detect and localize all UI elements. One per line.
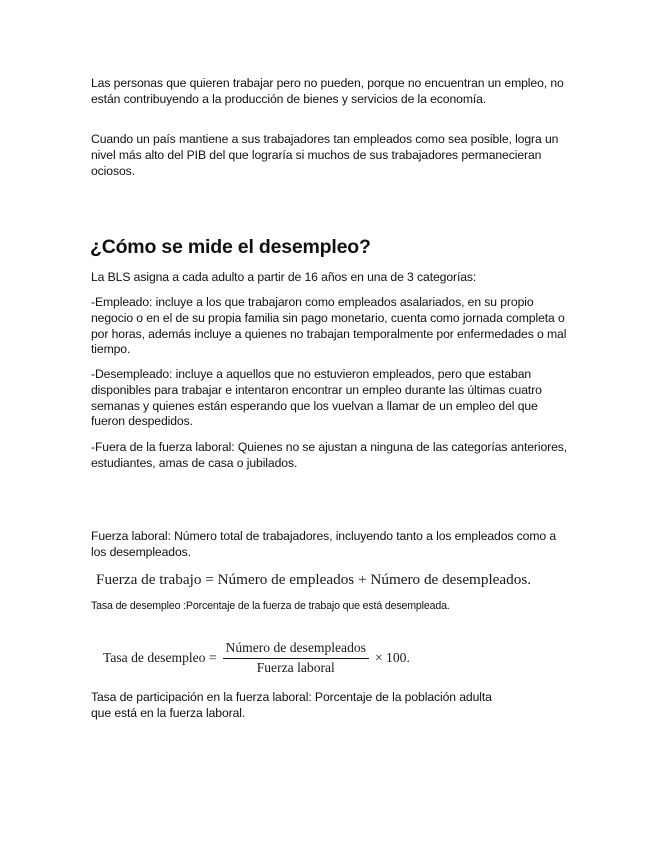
paragraph-empleado: -Empleado: incluye a los que trabajaron como empleados asalariados, en su propio negocio o en el de su propia familia sin pago monetario, cuenta como jornada completa o por horas, además incluye a quienes no trabajan temporalmente por enfermedades o mal tiempo.: [91, 295, 567, 357]
paragraph-fuerza-laboral: Fuerza laboral: Número total de trabajadores, incluyendo tanto a los empleados como a los desempleados.: [91, 529, 557, 559]
formula-lhs: Tasa de desempleo =: [103, 650, 217, 665]
paragraph-participacion: Tasa de participación en la fuerza laboral: Porcentaje de la población adulta que está en la fuerza laboral.: [91, 690, 492, 720]
formula-tasa-desempleo: [103, 640, 410, 676]
formula-fraction: [223, 640, 369, 676]
paragraph-pib: Cuando un país mantiene a sus trabajadores tan empleados como sea posible, logra un nivel más alto del PIB del que lograría si muchos de sus trabajadores permanecieran ociosos.: [91, 132, 559, 178]
formula-denominator: Fuerza laboral: [256, 660, 335, 675]
formula-numerator: Número de desempleados: [223, 640, 369, 659]
formula-rhs: × 100.: [374, 650, 410, 665]
definition-tasa-desempleo: Tasa de desempleo :Porcentaje de la fuerza de trabajo que está desempleada.: [91, 600, 450, 612]
paragraph-desempleado: -Desempleado: incluye a aquellos que no estuvieron empleados, pero que estaban disponibles para trabajar e intentaron encontrar un empleo durante las últimas cuatro semanas y quienes están esperando que los vuelvan a llamar de un empleo del que fueron despedidos.: [91, 367, 542, 429]
paragraph-categories: La BLS asigna a cada adulto a partir de 16 años en una de 3 categorías:: [91, 270, 477, 284]
paragraph-intro: Las personas que quieren trabajar pero no pueden, porque no encuentran un empleo, no están contribuyendo a la producción de bienes y servicios de la economía.: [91, 76, 564, 106]
section-heading: ¿Cómo se mide el desempleo?: [90, 236, 371, 258]
formula-fuerza-trabajo: Fuerza de trabajo = Número de empleados + Número de desempleados.: [96, 571, 532, 588]
paragraph-fuera: -Fuera de la fuerza laboral: Quienes no se ajustan a ninguna de las categorías anteriores, estudiantes, amas de casa o jubilados.: [91, 440, 568, 470]
